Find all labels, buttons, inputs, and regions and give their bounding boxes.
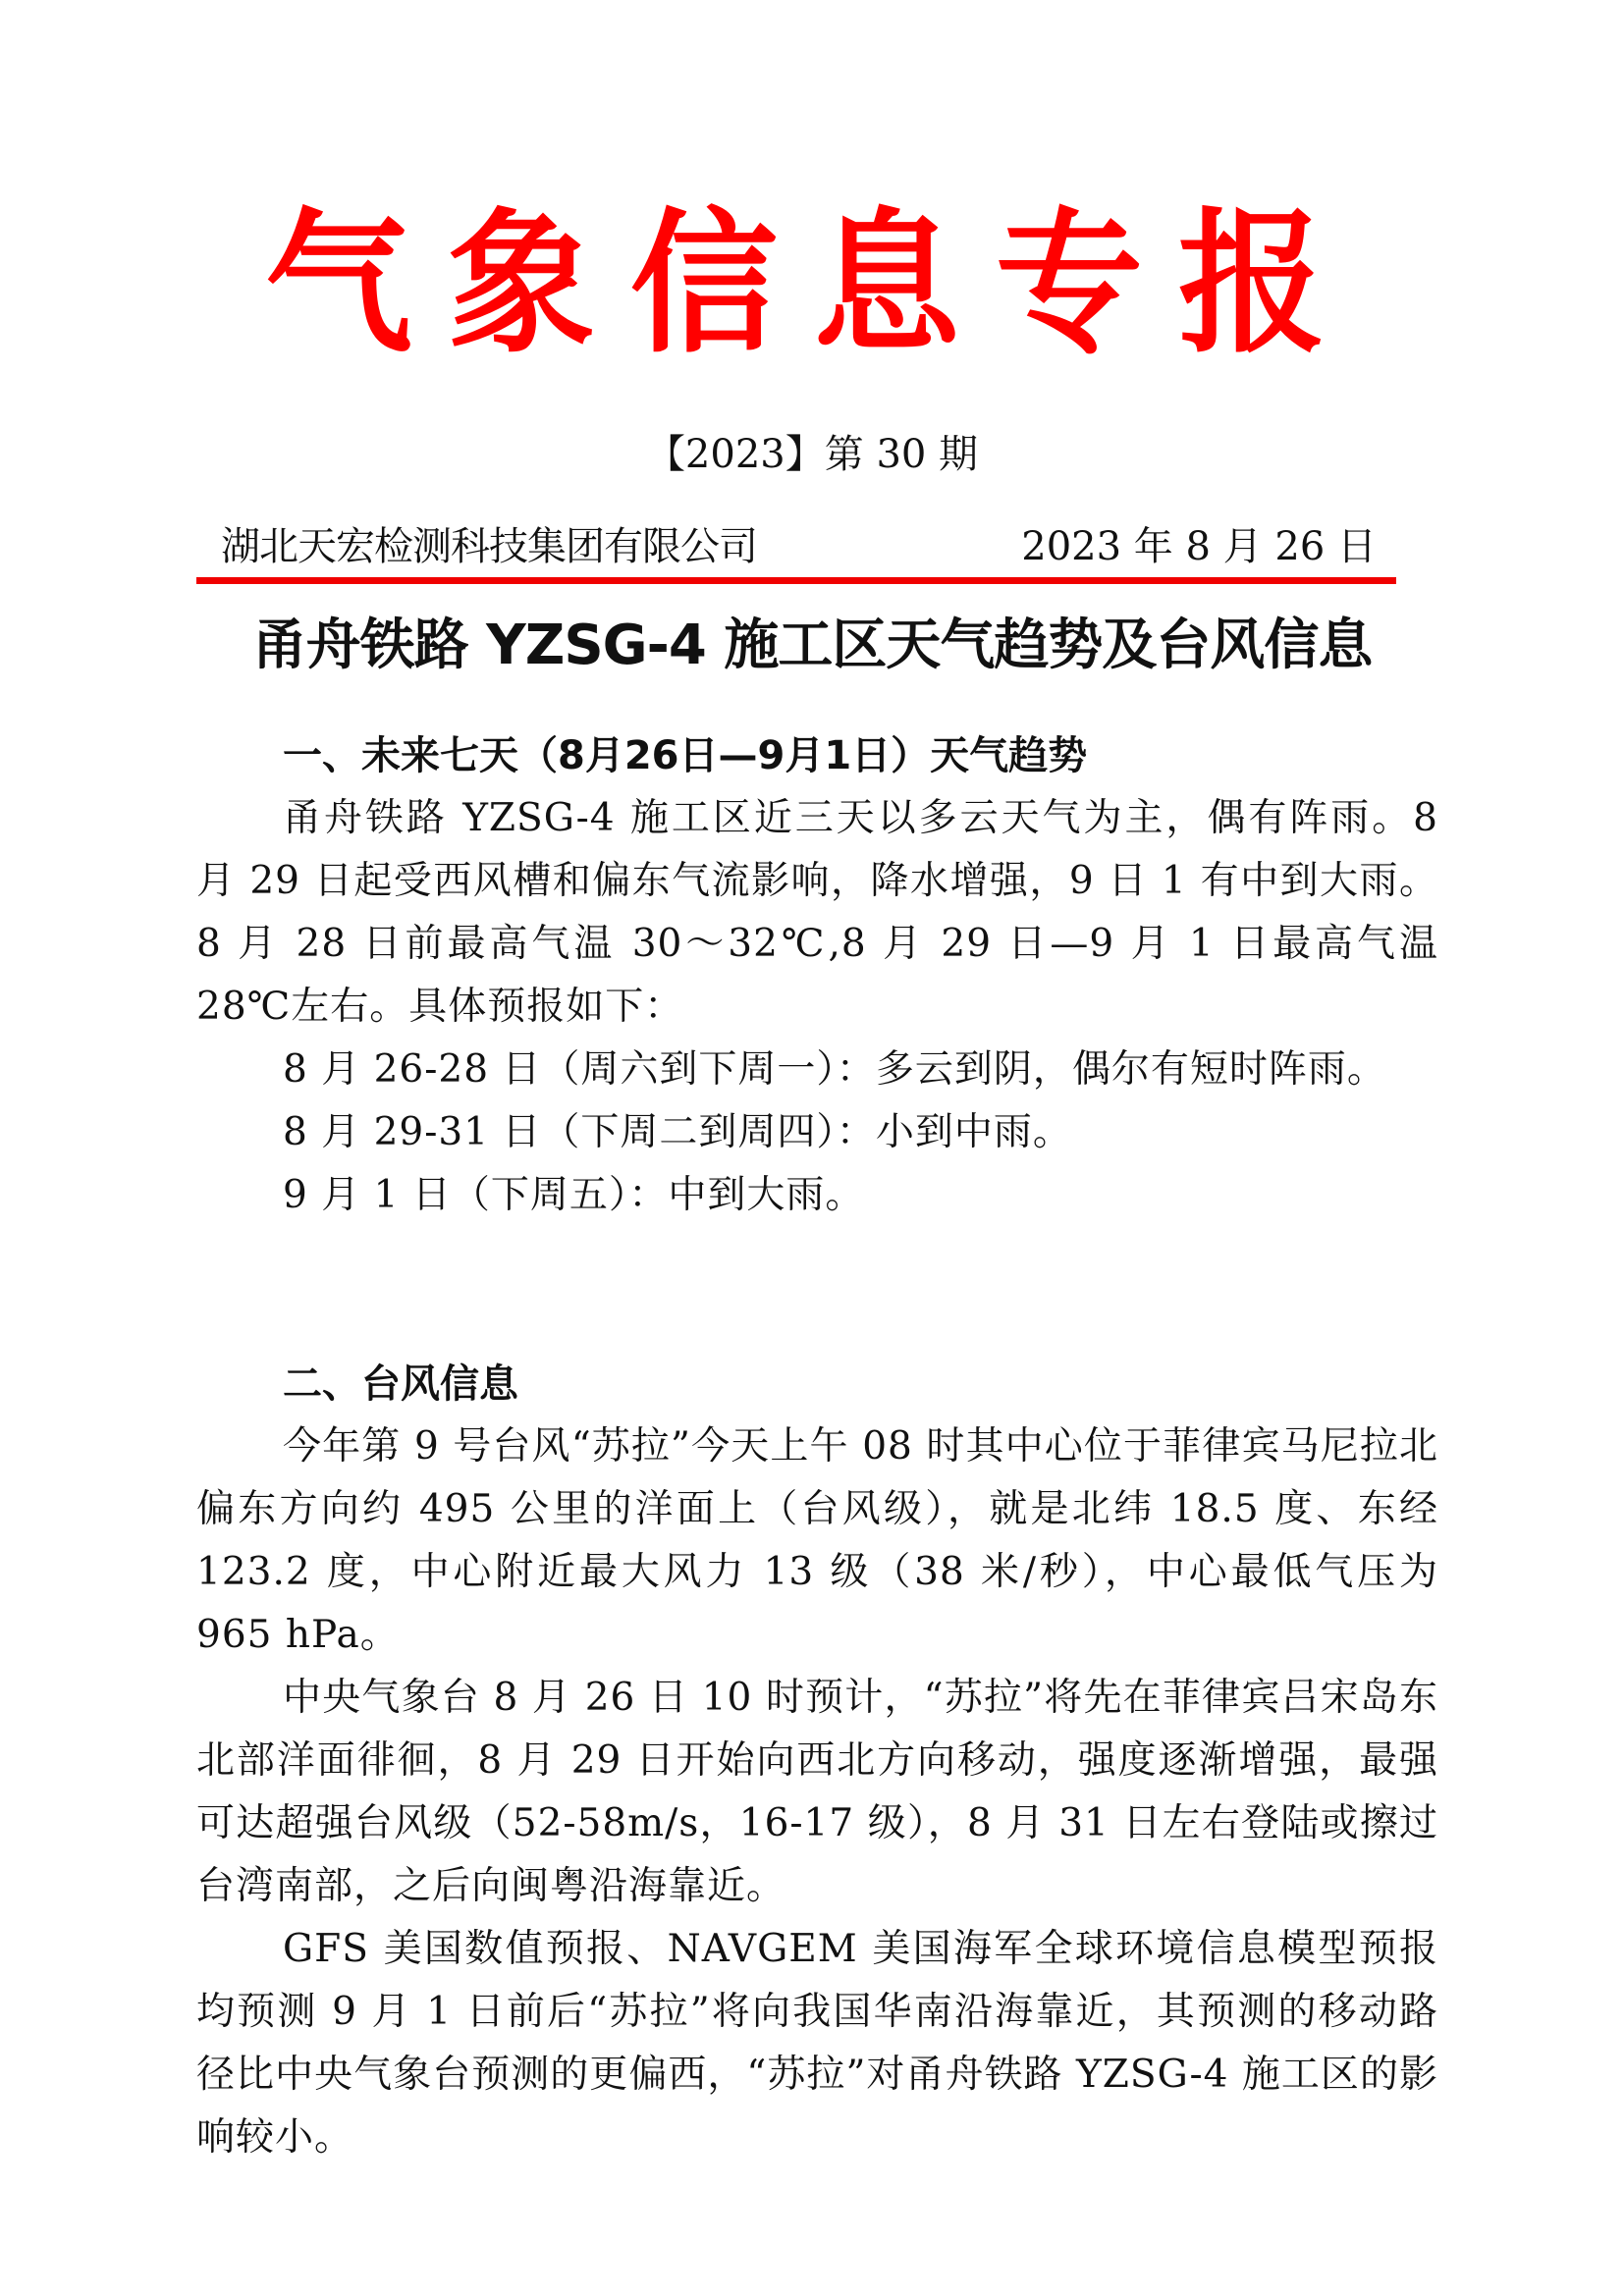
masthead-char: 气	[265, 194, 413, 375]
masthead-title	[265, 194, 1326, 375]
organization-name: 湖北天宏检测科技集团有限公司	[221, 524, 757, 569]
section-typhoon-info	[196, 1353, 1438, 2169]
paragraph: 中央气象台 8 月 26 日 10 时预计，“苏拉”将先在菲律宾吕宋岛东北部洋面徘徊，8 月 29 日开始向西北方向移动，强度逐渐增强，最强可达超强台风级（52-58m/s，16-17 级），8 月 31 日左右登陆或擦过台湾南部，之后向闽粤沿海靠近。	[196, 1676, 1438, 1908]
masthead-char: 信	[629, 194, 778, 375]
spacer	[196, 1227, 1438, 1353]
section-heading: 一、未来七天（8月26日—9月1日）天气趋势	[283, 733, 1088, 778]
paragraph: 甬舟铁路 YZSG-4 施工区近三天以多云天气为主，偶有阵雨。8 月 29 日起受西风槽和偏东气流影响，降水增强，9 日 1 有中到大雨。8 月 28 日前最高气温 30～32℃,8 月 29 日—9 月 1 日最高气温 28℃左右。具体预报如下：	[196, 796, 1438, 1029]
red-divider	[196, 577, 1396, 584]
masthead-char: 息	[812, 194, 960, 375]
masthead-char: 专	[995, 194, 1143, 375]
issue-date: 2023 年 8 月 26 日	[1021, 524, 1377, 569]
paragraph: GFS 美国数值预报、NAVGEM 美国海军全球环境信息模型预报均预测 9 月 1 日前后“苏拉”将向我国华南沿海靠近，其预测的移动路径比中央气象台预测的更偏西，“苏拉”对甬舟铁路 YZSG-4 施工区的影响较小。	[196, 1927, 1438, 2160]
issue-number: 【2023】第 30 期	[645, 432, 979, 477]
document-title: 甬舟铁路 YZSG-4 施工区天气趋势及台风信息	[251, 614, 1373, 677]
masthead-char: 报	[1177, 194, 1326, 375]
meta-row	[196, 520, 1396, 573]
forecast-item: 8 月 26-28 日（周六到下周一）：多云到阴，偶尔有短时阵雨。	[283, 1047, 1386, 1092]
section-weather-trend	[196, 724, 1438, 1227]
paragraph: 今年第 9 号台风“苏拉”今天上午 08 时其中心位于菲律宾马尼拉北偏东方向约 495 公里的洋面上（台风级），就是北纬 18.5 度、东经 123.2 度，中心附近最大风力 13 级（38 米/秒），中心最低气压为 965 hPa。	[196, 1424, 1438, 1657]
forecast-item: 8 月 29-31 日（下周二到周四）：小到中雨。	[283, 1110, 1072, 1154]
document-body	[196, 724, 1438, 2169]
masthead-char: 象	[447, 194, 595, 375]
forecast-item: 9 月 1 日（下周五）：中到大雨。	[283, 1173, 865, 1217]
section-heading: 二、台风信息	[283, 1362, 518, 1407]
